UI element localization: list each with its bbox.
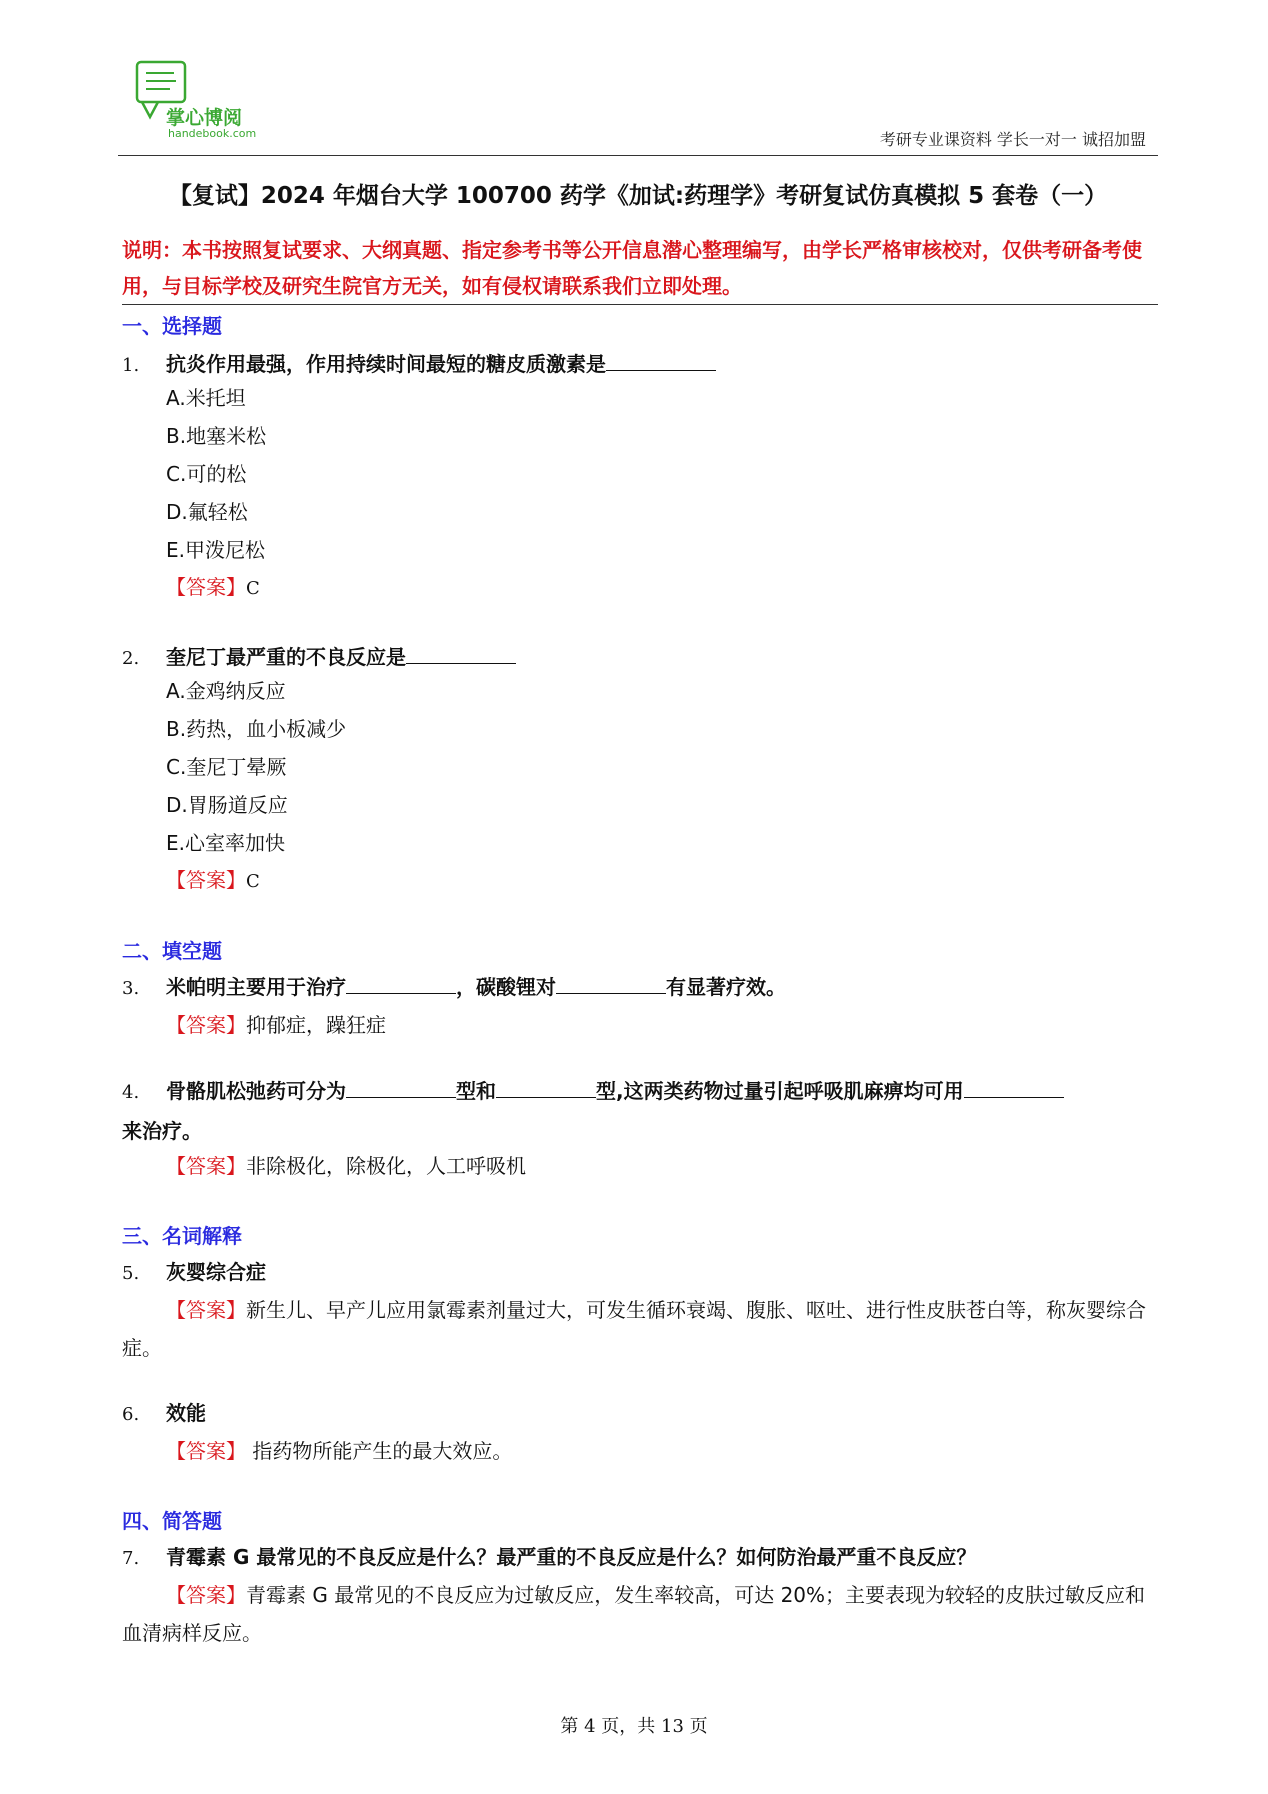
- option: E.甲泼尼松: [166, 538, 265, 562]
- answer-paragraph: [122, 1291, 1158, 1367]
- answer-blank: [606, 350, 716, 371]
- answer-line: [166, 568, 260, 608]
- question-2: [122, 638, 1158, 678]
- answer-text: 非除极化，除极化，人工呼吸机: [246, 1154, 526, 1178]
- question-text: 抗炎作用最强，作用持续时间最短的糖皮质激素是: [166, 352, 606, 376]
- option: E.心室率加快: [166, 831, 285, 855]
- answer-text: 青霉素 G 最常见的不良反应为过敏反应，发生率较高，可达 20%；主要表现为较轻的皮肤过敏反应和血清病样反应。: [122, 1583, 1146, 1645]
- answer-tag: 【答案】: [166, 575, 246, 599]
- question-text: 有显著疗效。: [666, 975, 786, 999]
- question-number: 2.: [122, 648, 140, 669]
- section-heading: 二、填空题: [122, 939, 222, 963]
- option: A.金鸡纳反应: [166, 679, 286, 703]
- answer-line: [166, 1147, 526, 1185]
- answer-blank: [556, 973, 666, 994]
- question-number: 7.: [122, 1548, 140, 1569]
- section-heading: 四、简答题: [122, 1509, 222, 1533]
- answer-line: [166, 1432, 512, 1470]
- answer-tag: 【答案】: [166, 1013, 246, 1037]
- answer-blank: [346, 973, 456, 994]
- question-number: 6.: [122, 1404, 140, 1425]
- option: C.可的松: [166, 462, 247, 486]
- question-text: ，碳酸锂对: [456, 975, 556, 999]
- question-5: [122, 1253, 1158, 1293]
- logo-url: handebook.com: [168, 127, 257, 140]
- question-1: [122, 345, 1158, 385]
- question-4: [122, 1072, 1158, 1150]
- option: B.地塞米松: [166, 424, 267, 448]
- answer-blank: [346, 1077, 456, 1098]
- question-6: [122, 1394, 1158, 1434]
- option: B.药热，血小板减少: [166, 717, 347, 741]
- option: D.胃肠道反应: [166, 793, 288, 817]
- header-tagline: 考研专业课资料 学长一对一 诚招加盟: [879, 130, 1146, 149]
- section-heading: 三、名词解释: [122, 1224, 242, 1248]
- answer-text: C: [246, 871, 260, 892]
- question-number: 1.: [122, 355, 140, 376]
- question-number: 3.: [122, 978, 140, 999]
- question-number: 4.: [122, 1082, 140, 1103]
- answer-tag: 【答案】: [166, 1439, 246, 1463]
- answer-tag: 【答案】: [166, 1583, 246, 1607]
- question-text: 米帕明主要用于治疗: [166, 975, 346, 999]
- page-footer: 第 4 页，共 13 页: [560, 1716, 708, 1737]
- answer-text: 新生儿、早产儿应用氯霉素剂量过大，可发生循环衰竭、腹胀、呕吐、进行性皮肤苍白等，称灰婴综合症。: [122, 1298, 1146, 1360]
- answer-line: [166, 861, 260, 901]
- question-3: [122, 968, 1158, 1008]
- answer-blank: [964, 1077, 1064, 1098]
- page-header: [118, 55, 1158, 156]
- question-text: 奎尼丁最严重的不良反应是: [166, 645, 406, 669]
- section-heading: 一、选择题: [122, 314, 222, 338]
- question-text: 骨骼肌松弛药可分为: [166, 1079, 346, 1103]
- option: A.米托坦: [166, 386, 246, 410]
- logo-text: 掌心博阅: [166, 107, 243, 129]
- document-title: 【复试】2024 年烟台大学 100700 药学《加试:药理学》考研复试仿真模拟 5 套卷（一）: [168, 183, 1108, 209]
- question-7: [122, 1538, 1158, 1578]
- question-text: 型和: [456, 1079, 496, 1103]
- question-text: 型,这两类药物过量引起呼吸肌麻痹均可用: [596, 1079, 964, 1103]
- option: C.奎尼丁晕厥: [166, 755, 287, 779]
- question-text: 效能: [166, 1401, 206, 1425]
- answer-text: 抑郁症，躁狂症: [246, 1013, 386, 1037]
- answer-text: 指药物所能产生的最大效应。: [246, 1439, 513, 1463]
- question-text: 青霉素 G 最常见的不良反应是什么？最严重的不良反应是什么？如何防治最严重不良反应？: [166, 1545, 977, 1569]
- answer-text: C: [246, 578, 260, 599]
- answer-tag: 【答案】: [166, 868, 246, 892]
- question-text: 来治疗。: [122, 1119, 202, 1143]
- answer-tag: 【答案】: [166, 1154, 246, 1178]
- answer-paragraph: [122, 1576, 1158, 1652]
- answer-tag: 【答案】: [166, 1298, 246, 1322]
- question-text: 灰婴综合症: [166, 1260, 266, 1284]
- answer-blank: [406, 643, 516, 664]
- disclaimer-notice: 说明：本书按照复试要求、大纲真题、指定参考书等公开信息潜心整理编写，由学长严格审核校对，仅供考研备考使用，与目标学校及研究生院官方无关，如有侵权请联系我们立即处理。: [122, 232, 1158, 305]
- answer-blank: [496, 1077, 596, 1098]
- option: D.氟轻松: [166, 500, 248, 524]
- answer-line: [166, 1006, 386, 1044]
- question-number: 5.: [122, 1263, 140, 1284]
